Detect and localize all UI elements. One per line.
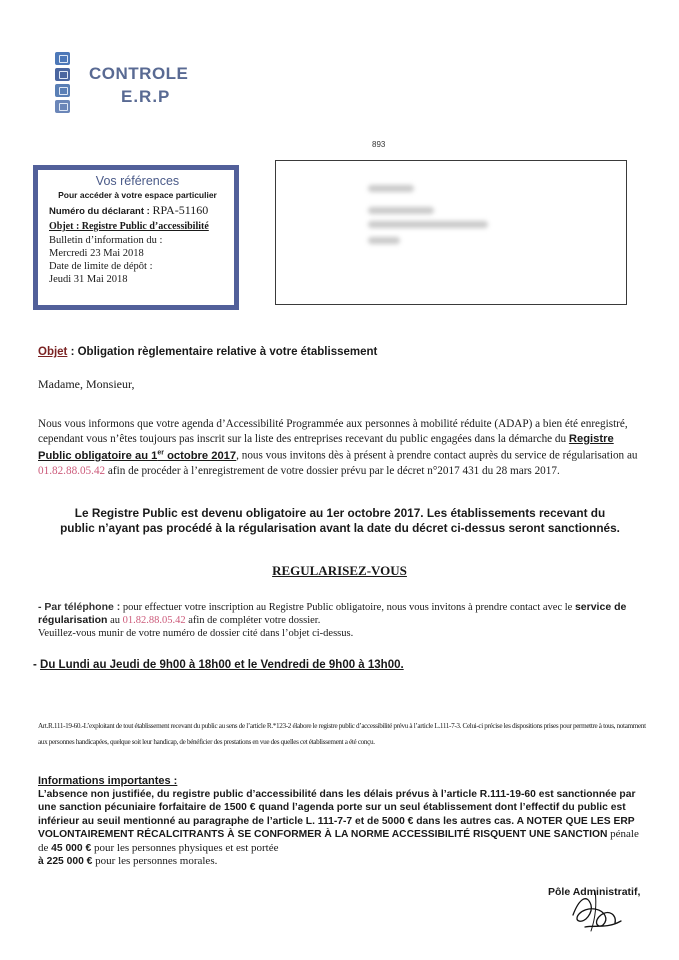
- deadline-date: Jeudi 31 Mai 2018: [49, 274, 128, 285]
- bulletin-label: Bulletin d’information du :: [49, 235, 163, 246]
- phone-paragraph: [38, 601, 648, 640]
- info-text-f: pour les personnes morales.: [92, 855, 218, 868]
- phone-text-c: afin de compléter votre dossier.: [185, 615, 321, 626]
- letter-objet: [38, 346, 377, 358]
- hours-text: Du Lundi au Jeudi de 9h00 à 18h00 et le Vendredi de 9h00 à 13h00.: [40, 659, 404, 671]
- greeting: Madame, Monsieur,: [38, 377, 135, 391]
- references-objet: Objet : Registre Public d’accessibilité: [49, 221, 209, 232]
- company-logo: [55, 52, 215, 122]
- info-text-b: pénale de: [38, 828, 639, 854]
- para1-text-b: , nous vous invitons dès à présent à prendre contact auprès du service de régularisation au: [236, 449, 638, 462]
- warning-notice: Le Registre Public est devenu obligatoire au 1er octobre 2017. Les établissements recevant du public n’ayant pas procédé à la régularisation avant la date du décret ci-dessus seront sanctionnés.: [60, 506, 620, 535]
- para1-text-a: Nous vous informons que votre agenda d’Accessibilité Programmée aux personnes à mobilité réduite (ADAP) a bien été enregistré, cependant vous n’êtes toujours pas inscrit sur la liste des entreprises recevant du public engagées dans la démarche du: [38, 418, 628, 445]
- phone-label: - Par téléphone :: [38, 601, 121, 613]
- deadline-label: Date de limite de dépôt :: [49, 261, 153, 272]
- para1-text-c: afin de procéder à l’enregistrement de votre dossier prévu par le décret n°2017 431 du 28 mars 2017.: [105, 464, 560, 477]
- declarant-label: Numéro du déclarant :: [49, 206, 150, 217]
- references-title: Vos références: [95, 174, 180, 188]
- legal-article: Art.R.111-19-60.-L’exploitant de tout établissement recevant du public au sens de l’article R.*123-2 élabore le registre public d’accessibilité prévu à l’article L.111-7-3. Celui-ci précise les dispositions prises pour permettre à tous, notamment aux personnes handicapées, quelque soit leur handicap, de bénéficier des prestations en vue des quelles cet établissement a été conçu.: [38, 722, 646, 746]
- hours-dash: -: [33, 659, 41, 671]
- info-title: Informations importantes :: [38, 775, 178, 787]
- redacted-line: [368, 207, 434, 214]
- info-text-a: L’absence non justifiée, du registre public d’accessibilité dans les délais prévus à l’article R.111-19-60 est sanctionnée par une sanction pécuniaire forfaitaire de 1500 € quand l’agenda porte sur un seul établissement dont l’effectif du public est inférieur au seuil mentionné au paragraphe de l’article L. 111-7-7 et de 5000 € dans les autres cas. A NOTER QUE LES ERP VOLONTAIREMENT RÉCALCITRANTS À SE CONFORMER À LA NORME ACCESSIBILITÉ RISQUENT UNE SANCTION: [38, 789, 636, 841]
- recipient-address-box: [275, 160, 627, 305]
- logo-icons: [55, 52, 73, 116]
- registre-text: Registre Public obligatoire au 1: [38, 432, 614, 462]
- logo-subtitle: E.R.P: [121, 87, 171, 106]
- signature-label: Pôle Administratif,: [548, 886, 641, 898]
- logo-square-icon: [55, 84, 70, 97]
- regularisez-heading: REGULARISEZ-VOUS: [272, 563, 407, 578]
- phone-number-2: 01.82.88.05.42: [122, 615, 186, 626]
- opening-hours: [33, 659, 404, 671]
- logo-square-icon: [55, 100, 70, 113]
- declarant-number: [49, 203, 226, 218]
- redacted-line: [368, 221, 488, 228]
- redacted-line: [368, 237, 400, 244]
- phone-text-d: Veuillez-vous munir de votre numéro de dossier cité dans l’objet ci-dessus.: [38, 628, 354, 639]
- page-number: 893: [372, 140, 386, 149]
- handwritten-signature: [565, 885, 625, 935]
- intro-paragraph: [38, 417, 638, 478]
- objet-text: : Obligation règlementaire relative à votre établissement: [67, 346, 378, 358]
- phone-text-b: au: [107, 615, 123, 626]
- references-box: [33, 165, 239, 310]
- registre-sup: er: [157, 449, 164, 457]
- access-note: Pour accéder à votre espace particulier: [58, 190, 217, 200]
- logo-title: CONTROLE: [89, 64, 189, 83]
- info-text-e: à 225 000 €: [38, 856, 93, 868]
- registre-date: octobre 2017: [163, 449, 237, 462]
- service-label: service de régularisation: [38, 601, 627, 626]
- objet-label: Objet: [38, 346, 68, 358]
- info-text-d: pour les personnes physiques et est portée: [91, 841, 279, 854]
- bulletin-date: Mercredi 23 Mai 2018: [49, 248, 144, 259]
- logo-square-icon: [55, 68, 70, 81]
- phone-number: 01.82.88.05.42: [38, 464, 106, 477]
- info-text: [38, 788, 643, 868]
- phone-text-a: pour effectuer votre inscription au Registre Public obligatoire, nous vous invitons à prendre contact avec le: [120, 602, 575, 613]
- logo-square-icon: [55, 52, 70, 65]
- redacted-line: [368, 185, 414, 192]
- info-text-c: 45 000 €: [51, 842, 92, 854]
- declarant-value: RPA-51160: [152, 203, 209, 217]
